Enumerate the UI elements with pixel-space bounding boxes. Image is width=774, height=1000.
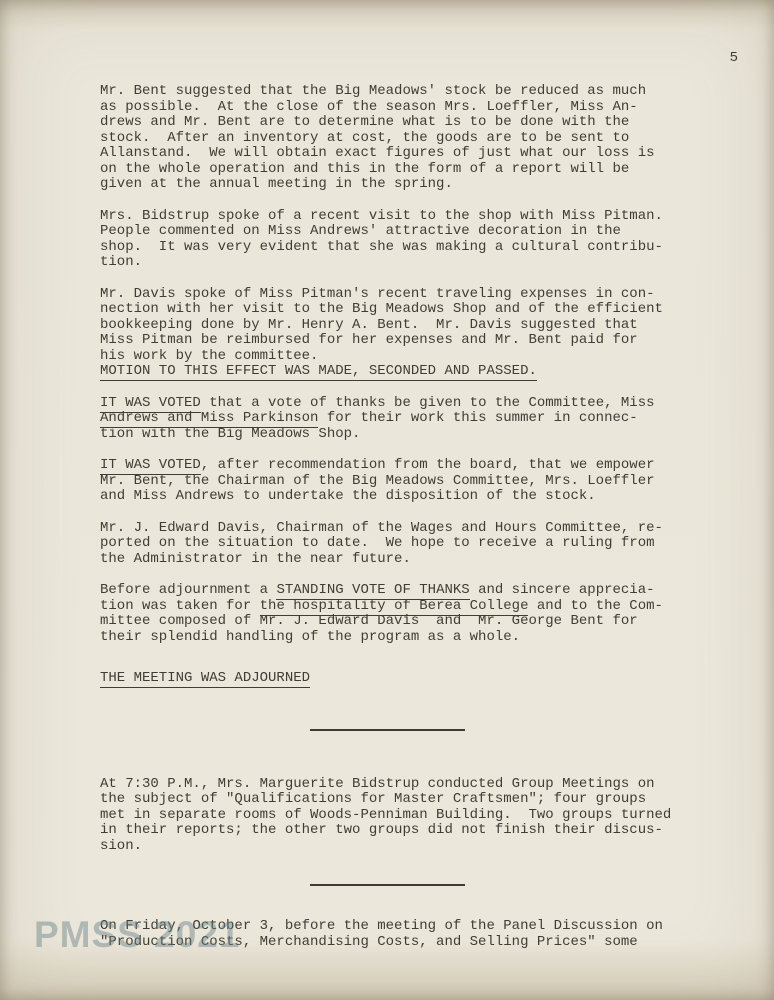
text-line: tion. — [100, 254, 143, 270]
text-line: tion with the Big Meadows Shop. — [100, 425, 361, 442]
para-standing-vote — [100, 583, 710, 645]
text-line: in their reports; the other two groups did not finish their discus- — [100, 822, 663, 838]
para-group-meetings — [100, 777, 710, 855]
text-line: drews and Mr. Bent are to determine what is to be done with the — [100, 114, 630, 130]
text-line: Mrs. Bidstrup spoke of a recent visit to the shop with Miss Pitman. — [100, 207, 663, 224]
text-line: Mr. J. Edward Davis, Chairman of the Wages and Hours Committee, re- — [100, 519, 663, 536]
text-line: Before adjournment a STANDING VOTE OF THANKS and sincere apprecia- — [100, 582, 655, 598]
para-vote-of-thanks — [100, 396, 710, 443]
text-line: sion. — [100, 837, 143, 854]
text-line: MOTION TO THIS EFFECT WAS MADE, SECONDED AND PASSED. — [100, 363, 537, 379]
text-line: shop. It was very evident that she was making a cultural contribu- — [100, 238, 663, 255]
text-line: mittee composed of Mr. J. Edward Davis and Mr. George Bent for — [100, 613, 638, 629]
page-number: 5 — [729, 50, 738, 66]
text-line: his work by the committee. — [100, 347, 319, 364]
watermark: PMSS 2021 — [34, 914, 241, 955]
text-line: Mr. Bent suggested that the Big Meadows' stock be reduced as much — [100, 83, 647, 99]
text-line: THE MEETING WAS ADJOURNED — [100, 670, 311, 686]
para-bidstrup-visit — [100, 209, 710, 271]
text-line: At 7:30 P.M., Mrs. Marguerite Bidstrup conducted Group Meetings on — [100, 775, 655, 792]
text-line: ported on the situation to date. We hope to receive a ruling from — [100, 535, 655, 551]
text-line: and Miss Andrews to undertake the disposition of the stock. — [100, 488, 596, 504]
text-line: stock. After an inventory at cost, the goods are to be sent to — [100, 129, 630, 146]
divider-2 — [310, 884, 465, 886]
text-line: nection with her visit to the Big Meadows Shop and of the efficient — [100, 301, 663, 317]
text-line: the Administrator in the near future. — [100, 550, 411, 567]
text-line: on the whole operation and this in the form of a report will be — [100, 160, 630, 177]
heading-meeting-adjourned — [100, 671, 710, 687]
text-line: met in separate rooms of Woods-Penniman Building. Two groups turned — [100, 806, 672, 823]
para-voted-empower — [100, 458, 710, 505]
text-line: IT WAS VOTED, after recommendation from the board, that we empower — [100, 457, 655, 473]
text-line: given at the annual meeting in the spring. — [100, 176, 453, 192]
text-line: "Production Costs, Merchandising Costs, and Selling Prices" some — [100, 933, 638, 950]
text-line: Miss Pitman be reimbursed for her expenses and Mr. Bent paid for — [100, 332, 638, 348]
text-line: as possible. At the close of the season Mrs. Loeffler, Miss An- — [100, 98, 638, 115]
text-line: Mr. Bent, the Chairman of the Big Meadows Committee, Mrs. Loeffler — [100, 472, 655, 489]
para-wages-hours — [100, 521, 710, 568]
para-davis-expenses — [100, 287, 710, 380]
text-line: Mr. Davis spoke of Miss Pitman's recent traveling expenses in con- — [100, 285, 655, 302]
text-line: tion was taken for the hospitality of Berea College and to the Com- — [100, 597, 663, 614]
text-line: bookkeeping done by Mr. Henry A. Bent. Mr. Davis suggested that — [100, 316, 638, 333]
divider-1 — [310, 729, 465, 731]
para-big-meadows-stock — [100, 84, 710, 193]
text-line: IT WAS VOTED that a vote of thanks be given to the Committee, Miss — [100, 394, 655, 411]
text-line: their splendid handling of the program as a whole. — [100, 628, 521, 645]
text-line: the subject of "Qualifications for Master Craftsmen"; four groups — [100, 791, 647, 807]
document-body — [100, 84, 710, 966]
text-line: Andrews and Miss Parkinson for their work this summer in connec- — [100, 410, 638, 426]
text-line: People commented on Miss Andrews' attractive decoration in the — [100, 223, 621, 239]
text-line: Allanstand. We will obtain exact figures of just what our loss is — [100, 145, 655, 161]
text-line: On Friday, October 3, before the meeting of the Panel Discussion on — [100, 918, 663, 934]
